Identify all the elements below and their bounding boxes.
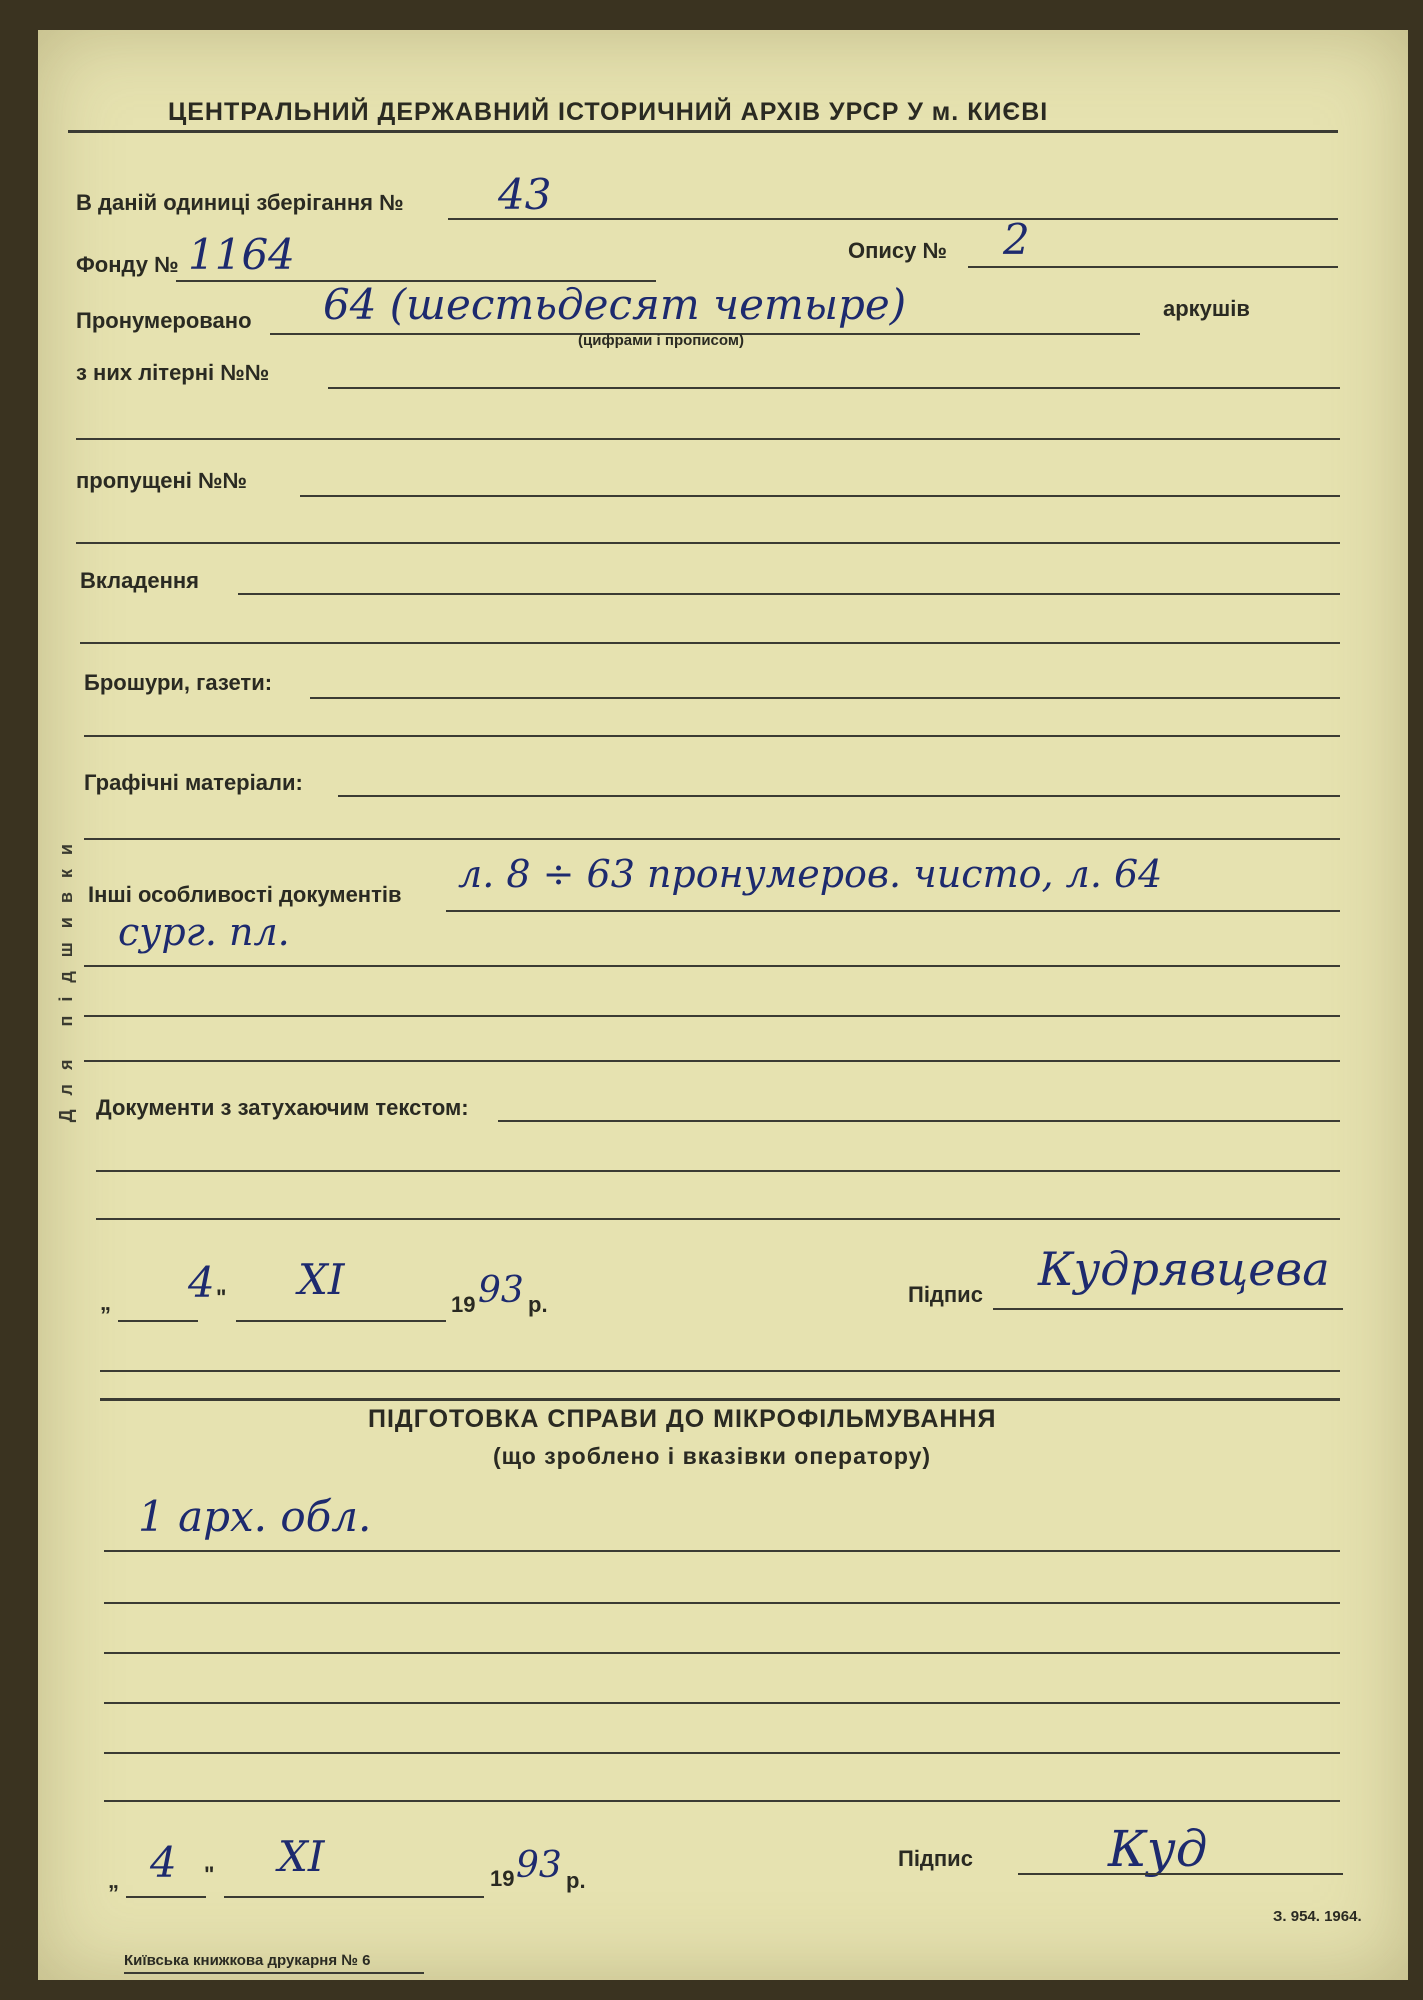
microfilm-title: ПІДГОТОВКА СПРАВИ ДО МІКРОФІЛЬМУВАННЯ bbox=[368, 1405, 997, 1433]
signature2-line bbox=[1018, 1873, 1343, 1875]
literal-line bbox=[328, 387, 1340, 389]
microfilm-line-2 bbox=[104, 1602, 1340, 1604]
unit-line bbox=[448, 218, 1338, 220]
numbered-hint: (цифрами і прописом) bbox=[578, 332, 744, 349]
numbered-label: Пронумеровано bbox=[76, 308, 252, 333]
microfilm-line-5 bbox=[104, 1752, 1340, 1754]
printer-underline bbox=[124, 1972, 424, 1974]
brochures-label: Брошури, газети: bbox=[84, 670, 273, 695]
skipped-line bbox=[300, 495, 1340, 497]
signature1-line bbox=[993, 1308, 1343, 1310]
faded-line bbox=[498, 1120, 1340, 1122]
date1-month: XI bbox=[298, 1255, 345, 1304]
brochures-line-2 bbox=[84, 735, 1340, 737]
skipped-line-2 bbox=[76, 542, 1340, 544]
other-value-line1: л. 8 ÷ 63 пронумеров. чисто, л. 64 bbox=[458, 852, 1163, 896]
signature2-label: Підпис bbox=[898, 1846, 973, 1871]
date2-year-suffix: 93 bbox=[516, 1845, 562, 1886]
skipped-label: пропущені №№ bbox=[76, 468, 248, 493]
other-line-4 bbox=[84, 1060, 1340, 1062]
faded-label: Документи з затухаючим текстом: bbox=[96, 1095, 469, 1120]
opys-label: Опису № bbox=[848, 238, 948, 263]
date1-year-prefix: 19 bbox=[451, 1292, 476, 1317]
opys-value: 2 bbox=[1003, 215, 1030, 264]
graphic-label: Графічні матеріали: bbox=[84, 770, 303, 795]
fond-label: Фонду № bbox=[76, 252, 179, 277]
inserts-label: Вкладення bbox=[80, 568, 199, 593]
date2-year-prefix: 19 bbox=[490, 1866, 515, 1891]
faded-line-2 bbox=[96, 1170, 1340, 1172]
inserts-line-2 bbox=[80, 642, 1340, 644]
literal-label: з них літерні №№ bbox=[76, 360, 270, 385]
microfilm-line-4 bbox=[104, 1702, 1340, 1704]
numbered-value: 64 (шестьдесят четыре) bbox=[323, 280, 907, 329]
other-line bbox=[446, 910, 1340, 912]
date1-r: р. bbox=[528, 1292, 548, 1317]
other-value-line2: сург. пл. bbox=[118, 910, 290, 954]
signature1-label: Підпис bbox=[908, 1282, 983, 1307]
graphic-line bbox=[338, 795, 1340, 797]
microfilm-note: 1 арх. обл. bbox=[138, 1492, 372, 1541]
title-underline bbox=[68, 130, 1338, 133]
literal-line-2 bbox=[76, 438, 1340, 440]
microfilm-line-6 bbox=[104, 1800, 1340, 1802]
other-line-2 bbox=[84, 965, 1340, 967]
microfilm-line-1 bbox=[104, 1550, 1340, 1552]
archive-form-sheet: ЦЕНТРАЛЬНИЙ ДЕРЖАВНИЙ ІСТОРИЧНИЙ АРХІВ УРСР У м. КИЄВІ В даній одиниці зберігання № 43 Фонду № 1164 Опису № 2 Пронумеровано 64 (шестьдесят четыре) (цифрами і прописом) аркушів з них літерні №№ пропущені №№ Вкладення Брошури, газети: Графічні матеріали: Інші особливості документів л. 8 ÷ 63 пронумеров. чисто, л. 64 сург. пл. Документи з затухаючим текстом: „ 4 " XI 19 93 р. Підпис Кудрявцева ПІДГОТОВКА СПРАВИ ДО МІКРОФІЛЬМУВАННЯ (що зроблено і вказівки оператору) 1 арх. обл. „ 4 " XI 19 93 р. Підпис Куд З. 954. 1964. Київська книжкова друкарня № 6 Для підшивки bbox=[38, 30, 1408, 1980]
microfilm-subtitle: (що зроблено і вказівки оператору) bbox=[493, 1443, 932, 1469]
date2-day-line bbox=[126, 1896, 206, 1898]
sheets-label: аркушів bbox=[1163, 296, 1250, 321]
date1-month-line bbox=[236, 1320, 446, 1322]
date1-year-suffix: 93 bbox=[478, 1270, 524, 1311]
archive-title: ЦЕНТРАЛЬНИЙ ДЕРЖАВНИЙ ІСТОРИЧНИЙ АРХІВ УРСР У м. КИЄВІ bbox=[168, 98, 1049, 126]
signature1: Кудрявцева bbox=[1038, 1242, 1330, 1296]
section-divider-1 bbox=[100, 1370, 1340, 1372]
date2-month-line bbox=[224, 1896, 484, 1898]
fond-value: 1164 bbox=[188, 230, 295, 279]
faded-line-3 bbox=[96, 1218, 1340, 1220]
opys-line bbox=[968, 266, 1338, 268]
signature2: Куд bbox=[1108, 1820, 1208, 1878]
section-divider-2 bbox=[100, 1398, 1340, 1401]
brochures-line bbox=[310, 697, 1340, 699]
other-line-3 bbox=[84, 1015, 1340, 1017]
print-code: З. 954. 1964. bbox=[1273, 1908, 1362, 1925]
unit-label: В даній одиниці зберігання № bbox=[76, 190, 404, 215]
printer-imprint: Київська книжкова друкарня № 6 bbox=[124, 1952, 371, 1969]
date1-day-line bbox=[118, 1320, 198, 1322]
date2-r: р. bbox=[566, 1868, 586, 1893]
inserts-line bbox=[238, 593, 1340, 595]
date2-day: 4 bbox=[150, 1838, 177, 1887]
date2-month: XI bbox=[278, 1832, 325, 1881]
other-label: Інші особливості документів bbox=[88, 882, 402, 907]
microfilm-line-3 bbox=[104, 1652, 1340, 1654]
unit-value: 43 bbox=[498, 170, 552, 219]
side-label-for-binding: Для підшивки bbox=[56, 830, 76, 1123]
date1-day: 4 bbox=[188, 1258, 215, 1307]
graphic-line-2 bbox=[84, 838, 1340, 840]
